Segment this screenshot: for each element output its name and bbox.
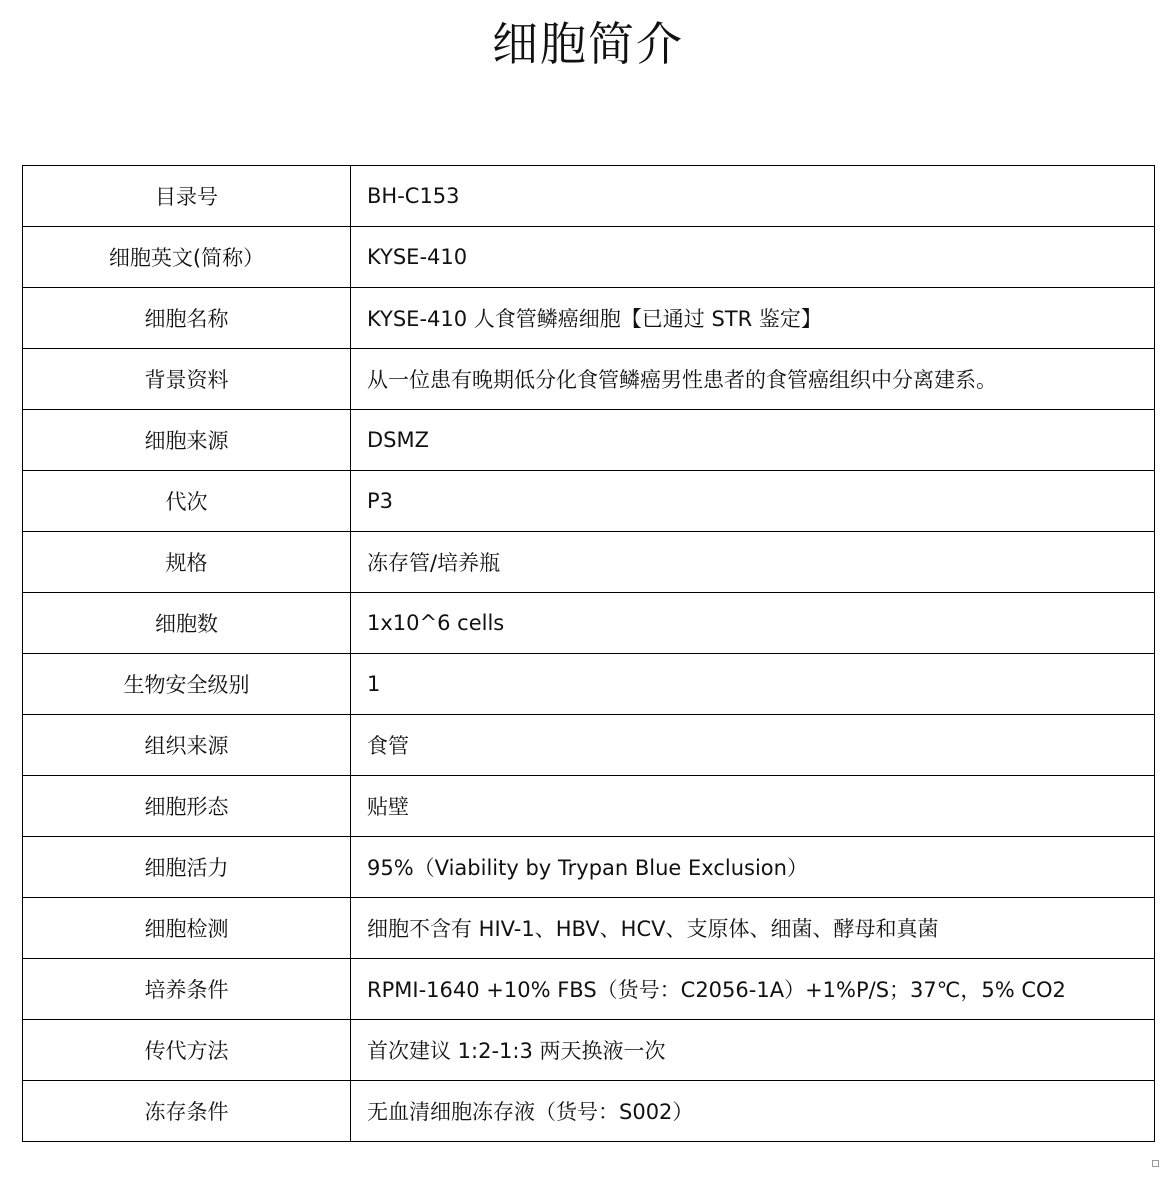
- page-title: 细胞简介: [492, 17, 684, 71]
- table-row-freezing-conditions: [23, 1081, 1155, 1142]
- row-value: P3: [351, 471, 1155, 532]
- table-row-cell-name: [23, 288, 1155, 349]
- row-label: 规格: [23, 532, 351, 593]
- table-row-background: [23, 349, 1155, 410]
- row-value: 细胞不含有 HIV-1、HBV、HCV、支原体、细菌、酵母和真菌: [351, 898, 1155, 959]
- row-value: 1: [351, 654, 1155, 715]
- table-row-morphology: [23, 776, 1155, 837]
- table-row-culture-conditions: [23, 959, 1155, 1020]
- row-label: 代次: [23, 471, 351, 532]
- row-label: 冻存条件: [23, 1081, 351, 1142]
- cell-info-table: [22, 165, 1155, 1142]
- row-value: 首次建议 1:2-1:3 两天换液一次: [351, 1020, 1155, 1081]
- row-label: 细胞名称: [23, 288, 351, 349]
- row-value: 贴壁: [351, 776, 1155, 837]
- row-label: 细胞英文(简称）: [23, 227, 351, 288]
- table-row-source: [23, 410, 1155, 471]
- row-value: KYSE-410 人食管鳞癌细胞【已通过 STR 鉴定】: [351, 288, 1155, 349]
- row-value: 无血清细胞冻存液（货号：S002）: [351, 1081, 1155, 1142]
- table-row-viability: [23, 837, 1155, 898]
- row-value: DSMZ: [351, 410, 1155, 471]
- row-value: KYSE-410: [351, 227, 1155, 288]
- table-resize-handle: [1152, 1160, 1159, 1167]
- table-row-english-name: [23, 227, 1155, 288]
- row-label: 目录号: [23, 166, 351, 227]
- row-label: 培养条件: [23, 959, 351, 1020]
- table-row-passage: [23, 471, 1155, 532]
- row-label: 背景资料: [23, 349, 351, 410]
- row-value: 冻存管/培养瓶: [351, 532, 1155, 593]
- row-value: 食管: [351, 715, 1155, 776]
- row-value: 95%（Viability by Trypan Blue Exclusion）: [351, 837, 1155, 898]
- table-row-passage-method: [23, 1020, 1155, 1081]
- row-label: 细胞数: [23, 593, 351, 654]
- row-label: 细胞检测: [23, 898, 351, 959]
- table-row-testing: [23, 898, 1155, 959]
- row-label: 生物安全级别: [23, 654, 351, 715]
- row-value: BH-C153: [351, 166, 1155, 227]
- row-label: 细胞活力: [23, 837, 351, 898]
- table-row-cell-count: [23, 593, 1155, 654]
- table-row-catalog-number: [23, 166, 1155, 227]
- row-label: 传代方法: [23, 1020, 351, 1081]
- row-value: 1x10^6 cells: [351, 593, 1155, 654]
- table-row-specification: [23, 532, 1155, 593]
- row-label: 细胞形态: [23, 776, 351, 837]
- row-label: 细胞来源: [23, 410, 351, 471]
- table-row-biosafety-level: [23, 654, 1155, 715]
- row-value: RPMI-1640 +10% FBS（货号：C2056-1A）+1%P/S；37℃，5% CO2: [351, 959, 1155, 1020]
- table-row-tissue-source: [23, 715, 1155, 776]
- row-value: 从一位患有晚期低分化食管鳞癌男性患者的食管癌组织中分离建系。: [351, 349, 1155, 410]
- row-label: 组织来源: [23, 715, 351, 776]
